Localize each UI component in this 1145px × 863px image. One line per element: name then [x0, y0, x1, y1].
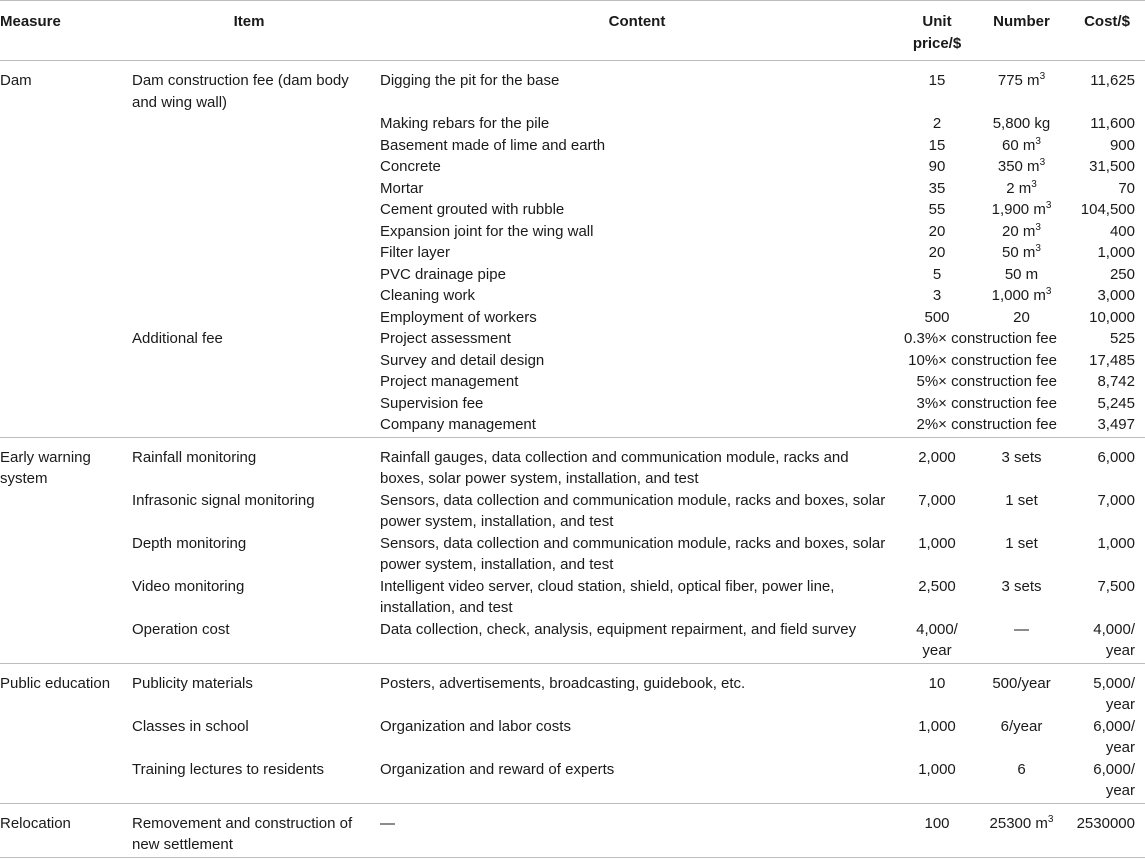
item-cell: Publicity materials [132, 674, 253, 692]
content-cell: Data collection, check, analysis, equipment repairment, and field survey [380, 620, 857, 638]
cost-cell: 70 [1118, 179, 1135, 197]
cost-cell: 900 [1109, 136, 1135, 154]
content-cell: Supervision fee [380, 394, 484, 412]
item-cell: Infrasonic signal monitoring [132, 491, 315, 509]
cost-cell: 8,742 [1097, 373, 1135, 390]
price-cell: 20 [928, 244, 946, 261]
cost-cell: 104,500 [1080, 201, 1135, 218]
item-cell: Operation cost [132, 620, 230, 638]
group-early-warning [0, 437, 1145, 663]
price-cell: 35 [928, 179, 946, 197]
price-cell: 100 [924, 814, 950, 832]
item-cell: Additional fee [132, 330, 223, 347]
number-cell: 20 $m^3$ [1002, 221, 1041, 240]
item-cell: Depth monitoring [132, 534, 247, 552]
table-row [0, 285, 1145, 307]
cost-cell: 3,497 [1097, 416, 1135, 433]
table-row [0, 61, 1145, 114]
table-row [0, 533, 1145, 576]
price-cell: 55 [928, 201, 946, 218]
cost-cell: 525 [1109, 330, 1135, 347]
group-relocation [0, 803, 1145, 857]
rate-cell: 3%× construction fee [916, 394, 1057, 412]
group-public-education [0, 663, 1145, 803]
number-cell: 1 set [1005, 491, 1038, 509]
number-cell: 3 sets [1001, 448, 1042, 466]
cost-cell: 1,000 [1097, 534, 1135, 552]
table-row [0, 759, 1145, 804]
number-cell: 500/year [992, 674, 1051, 692]
table-row [0, 414, 1145, 437]
price-cell: 5 [932, 265, 942, 283]
group-dam [0, 61, 1145, 438]
table-row [0, 178, 1145, 200]
number-cell: 1 set [1005, 534, 1038, 552]
cost-cell: 5,000/ year [1093, 674, 1135, 713]
table-row [0, 156, 1145, 178]
item-cell: Removement and construction of new settlement [132, 814, 353, 853]
cost-cell: 11,625 [1090, 72, 1135, 89]
number-cell: 350 $m^3$ [997, 157, 1046, 175]
measure-cell: Dam [0, 72, 32, 89]
cost-cell: 1,000 [1097, 244, 1135, 261]
content-cell: — [380, 814, 395, 832]
measure-cell: Early warning system [0, 448, 91, 487]
item-cell: Rainfall monitoring [132, 448, 257, 466]
cost-cell: 400 [1109, 222, 1135, 240]
rate-cell: 5%× construction fee [916, 373, 1057, 390]
price-cell: 15 [928, 72, 946, 89]
content-cell: Cleaning work [380, 287, 476, 304]
cost-cell: 11,600 [1090, 115, 1135, 132]
table-row [0, 350, 1145, 372]
content-cell: Employment of workers [380, 308, 537, 326]
content-cell: Basement made of lime and earth [380, 136, 606, 154]
item-cell: Training lectures to residents [132, 760, 325, 778]
price-cell: 2,500 [918, 577, 956, 595]
cost-cell: 250 [1109, 265, 1135, 283]
header-row [0, 1, 1145, 61]
table-row [0, 716, 1145, 759]
content-cell: Project assessment [380, 330, 511, 347]
table-row [0, 619, 1145, 664]
cost-cell: 7,500 [1097, 577, 1135, 595]
content-cell: Organization and labor costs [380, 717, 571, 735]
number-cell: 1,900 $m^3$ [991, 200, 1052, 218]
content-cell: Cement grouted with rubble [380, 201, 565, 218]
content-cell: Expansion joint for the wing wall [380, 222, 594, 240]
table-row [0, 663, 1145, 716]
number-cell: — [1014, 620, 1029, 638]
price-cell: 7,000 [918, 491, 956, 509]
header-cost: Cost/$ [1084, 13, 1130, 30]
price-cell: 1,000 [918, 534, 956, 552]
price-cell: 15 [928, 136, 946, 154]
table-row [0, 393, 1145, 415]
table-row [0, 437, 1145, 490]
price-cell: 2,000 [918, 448, 956, 466]
content-cell: Digging the pit for the base [380, 72, 560, 89]
item-cell: Video monitoring [132, 577, 245, 595]
content-cell: Intelligent video server, cloud station, shield, optical fiber, power line, installation, and test [380, 577, 835, 616]
content-cell: Project management [380, 373, 519, 390]
content-cell: Company management [380, 416, 536, 433]
measure-cell: Relocation [0, 814, 71, 832]
header-measure: Measure [0, 13, 61, 30]
cost-cell: 10,000 [1089, 308, 1135, 326]
content-cell: Mortar [380, 179, 424, 197]
table-row [0, 264, 1145, 286]
price-cell: 500 [924, 308, 950, 326]
number-cell: 775 $m^3$ [997, 71, 1046, 89]
number-cell: 6/year [1000, 717, 1043, 735]
number-cell: 2 $m^3$ [1006, 178, 1037, 197]
header-content: Content [608, 13, 666, 30]
rate-cell: 0.3%× construction fee [903, 330, 1057, 347]
item-cell: Dam construction fee (dam body and wing wall) [132, 72, 349, 111]
price-cell: 1,000 [918, 717, 956, 735]
number-cell: 25300 $m^3$ [989, 813, 1054, 832]
item-cell: Classes in school [132, 717, 249, 735]
cost-cell: 6,000/ year [1093, 717, 1135, 756]
cost-cell: 4,000/ year [1093, 620, 1135, 659]
content-cell: Making rebars for the pile [380, 115, 550, 132]
content-cell: Filter layer [380, 244, 451, 261]
number-cell: 3 sets [1001, 577, 1042, 595]
number-cell: 20 [1013, 308, 1030, 326]
table-row [0, 490, 1145, 533]
rate-cell: 10%× construction fee [908, 351, 1057, 369]
content-cell: Organization and reward of experts [380, 760, 615, 778]
price-cell: 20 [928, 222, 946, 240]
cost-cell: 31,500 [1089, 158, 1135, 175]
table-row [0, 113, 1145, 135]
table-row [0, 328, 1145, 350]
price-cell: 2 [932, 115, 942, 132]
rate-cell: 2%× construction fee [916, 416, 1057, 433]
price-cell: 3 [932, 287, 942, 304]
content-cell: Sensors, data collection and communication module, racks and boxes, solar power system, installation, and test [380, 491, 886, 530]
number-cell: 50 $m^3$ [1002, 243, 1041, 261]
number-cell: 6 [1017, 760, 1026, 778]
table-row [0, 803, 1145, 857]
table-row [0, 221, 1145, 243]
number-cell: 1,000 $m^3$ [991, 286, 1052, 304]
table-row [0, 307, 1145, 329]
table-row [0, 199, 1145, 221]
price-cell: 4,000/ year [916, 620, 958, 659]
header-number: Number [993, 13, 1050, 30]
table-row [0, 371, 1145, 393]
price-cell: 90 [928, 158, 946, 175]
price-cell: 1,000 [918, 760, 956, 778]
cost-cell: 7,000 [1097, 491, 1135, 509]
cost-cell: 5,245 [1097, 394, 1135, 412]
content-cell: Sensors, data collection and communication module, racks and boxes, solar power system, installation, and test [380, 534, 886, 573]
cost-cell: 6,000 [1097, 448, 1135, 466]
price-cell: 10 [928, 674, 946, 692]
cost-cell: 17,485 [1089, 351, 1135, 369]
header-unit-price: Unit price/$ [912, 13, 962, 52]
content-cell: PVC drainage pipe [380, 265, 506, 283]
header-item: Item [233, 13, 265, 30]
cost-cell: 3,000 [1097, 287, 1135, 304]
table-row [0, 135, 1145, 157]
cost-cell: 6,000/ year [1093, 760, 1135, 799]
cost-cell: 2530000 [1076, 814, 1135, 832]
number-cell: 50 m [1004, 265, 1039, 283]
content-cell: Posters, advertisements, broadcasting, guidebook, etc. [380, 674, 746, 692]
measure-cell: Public education [0, 674, 111, 692]
table-row [0, 242, 1145, 264]
content-cell: Rainfall gauges, data collection and communication module, racks and boxes, solar power system, installation, and test [380, 448, 849, 487]
table-row [0, 576, 1145, 619]
number-cell: 60 $m^3$ [1002, 135, 1041, 154]
content-cell: Survey and detail design [380, 351, 545, 369]
content-cell: Concrete [380, 158, 441, 175]
number-cell: 5,800 kg [992, 115, 1051, 132]
